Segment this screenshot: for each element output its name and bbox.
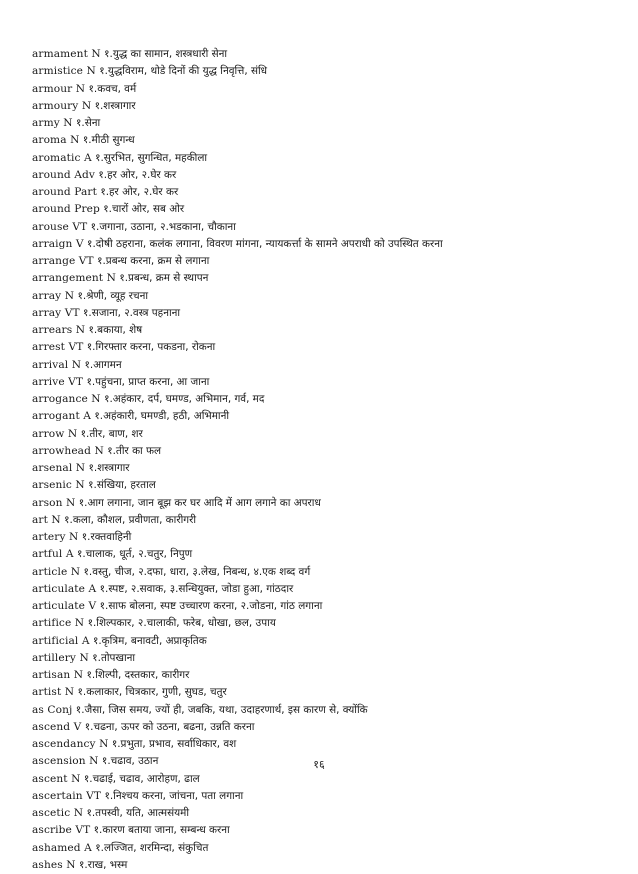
entry-definition: १.स्पष्ट, २.सवाक, ३.सन्धियुक्त, जोडा हुआ, गांठदार — [99, 582, 294, 595]
entry-definition: १.हर ओर, २.घेर कर — [100, 186, 179, 198]
dictionary-entry — [32, 322, 622, 339]
dictionary-entry — [32, 150, 622, 167]
entry-definition: १.तीर का फल — [107, 444, 162, 457]
dictionary-entry — [32, 132, 622, 149]
dictionary-entry — [32, 46, 622, 63]
entry-definition: १.कवच, वर्म — [88, 82, 137, 95]
entry-definition: १.जैसा, जिस समय, ज्यों ही, जबकि, यथा, उदाहरणार्थ, इस कारण से, क्योंकि — [75, 703, 368, 716]
dictionary-entry — [32, 615, 622, 632]
dictionary-entry — [32, 736, 622, 753]
dictionary-entry — [32, 650, 622, 667]
entry-definition: १.निश्चय करना, जांचना, पता लगाना — [104, 789, 244, 802]
entry-list — [32, 46, 622, 874]
entry-headword: ashamed A — [32, 841, 92, 854]
dictionary-entry — [32, 857, 622, 874]
entry-headword: artist N — [32, 686, 75, 699]
entry-definition: १.सेना — [76, 117, 101, 129]
dictionary-entry — [32, 822, 622, 839]
entry-headword: articulate A — [32, 582, 97, 595]
dictionary-entry — [32, 633, 622, 650]
entry-definition: १.हर ओर, २.घेर कर — [98, 168, 177, 181]
dictionary-entry — [32, 408, 622, 425]
entry-headword: armoury N — [32, 99, 92, 112]
entry-definition: १.जगाना, उठाना, २.भडकाना, चौकाना — [90, 220, 236, 233]
dictionary-entry — [32, 443, 622, 460]
dictionary-entry — [32, 184, 622, 201]
entry-headword: artery N — [32, 531, 79, 543]
entry-headword: army N — [32, 117, 73, 129]
dictionary-entry — [32, 546, 622, 563]
entry-definition: १.कलाकार, चित्रकार, गुणी, सुघड, चतुर — [77, 686, 227, 699]
entry-definition: १.तपस्वी, यति, आत्मसंयमी — [86, 807, 190, 819]
entry-definition: १.मीठी सुगन्ध — [82, 134, 135, 147]
entry-definition: १.अहंकार, दर्प, घमण्ड, अभिमान, गर्व, मद — [104, 393, 265, 405]
entry-definition: १.तीर, बाण, शर — [80, 427, 143, 440]
entry-headword: arrival N — [32, 358, 82, 371]
dictionary-entry — [32, 581, 622, 598]
entry-headword: array N — [32, 289, 75, 302]
entry-headword: arrowhead N — [32, 444, 104, 457]
entry-definition: १.चारों ओर, सब ओर — [103, 203, 185, 216]
entry-definition: १.चढना, ऊपर को उठना, बढना, उन्नति करना — [84, 720, 255, 733]
entry-headword: armament N — [32, 48, 101, 60]
entry-headword: arsenal N — [32, 462, 86, 474]
entry-definition: १.लज्जित, शरमिन्दा, संकुचित — [95, 841, 209, 854]
dictionary-entry — [32, 564, 622, 581]
entry-definition: १.शस्त्रागार — [94, 99, 136, 112]
entry-headword: artificial A — [32, 634, 90, 647]
entry-definition: १.सुरभित, सुगन्धित, महकीला — [95, 151, 208, 164]
entry-headword: ascend V — [32, 720, 82, 733]
entry-headword: aroma N — [32, 134, 80, 147]
dictionary-entry — [32, 702, 622, 719]
dictionary-entry — [32, 495, 622, 512]
dictionary-entry — [32, 253, 622, 270]
dictionary-entry — [32, 391, 622, 408]
entry-headword: array VT — [32, 306, 80, 319]
dictionary-entry — [32, 201, 622, 218]
entry-headword: artful A — [32, 548, 74, 561]
dictionary-entry — [32, 477, 622, 494]
entry-definition: १.गिरफ्तार करना, पकडना, रोकना — [86, 341, 216, 354]
entry-definition: १.प्रभुता, प्रभाव, सर्वाधिकार, वश — [111, 738, 237, 750]
dictionary-entry — [32, 115, 622, 132]
entry-definition: १.बकाया, शेष — [88, 324, 143, 336]
entry-headword: arrears N — [32, 324, 86, 336]
entry-definition: १.चालाक, धूर्त, २.चतुर, निपुण — [76, 548, 193, 561]
entry-headword: articulate V — [32, 600, 97, 612]
entry-headword: arrange VT — [32, 255, 94, 267]
entry-definition: १.संखिया, हरताल — [88, 479, 156, 492]
entry-definition: १.कारण बताया जाना, सम्बन्ध करना — [93, 824, 230, 837]
entry-definition: १.शिल्पी, दस्तकार, कारीगर — [86, 669, 190, 681]
entry-definition: १.शस्त्रागार — [88, 462, 130, 474]
entry-definition: १.रक्तवाहिनी — [81, 531, 132, 543]
entry-definition: १.श्रेणी, व्यूह रचना — [77, 289, 149, 302]
entry-definition: १.अहंकारी, घमण्डी, हठी, अभिमानी — [94, 410, 230, 423]
dictionary-entry — [32, 357, 622, 374]
entry-definition: १.तोपखाना — [92, 651, 136, 664]
entry-headword: as Conj — [32, 703, 73, 716]
dictionary-entry — [32, 684, 622, 701]
entry-definition: १.सजाना, २.वस्त्र पहनाना — [83, 306, 181, 319]
entry-headword: aromatic A — [32, 151, 92, 164]
entry-definition: १.युद्ध का सामान, शस्त्रधारी सेना — [104, 48, 228, 60]
entry-definition: १.कला, कौशल, प्रवीणता, कारीगरी — [64, 513, 197, 526]
entry-definition: १.वस्तु, चीज, २.दफा, धारा, ३.लेख, निबन्ध, ४.एक शब्द वर्ग — [83, 565, 311, 578]
dictionary-entry — [32, 426, 622, 443]
dictionary-entry — [32, 529, 622, 546]
dictionary-entry — [32, 840, 622, 857]
dictionary-entry — [32, 305, 622, 322]
dictionary-entry — [32, 598, 622, 615]
dictionary-entry — [32, 219, 622, 236]
dictionary-entry — [32, 236, 622, 253]
entry-headword: arrive VT — [32, 375, 84, 388]
dictionary-entry — [32, 98, 622, 115]
dictionary-entry — [32, 805, 622, 822]
entry-headword: around Adv — [32, 168, 95, 181]
page-number: १६ — [313, 758, 325, 771]
entry-definition: १.साफ बोलना, स्पष्ट उच्चारण करना, २.जोडना, गांठ लगाना — [99, 600, 323, 612]
entry-headword: arrogance N — [32, 393, 101, 405]
entry-headword: arouse VT — [32, 220, 88, 233]
entry-headword: around Prep — [32, 203, 100, 216]
dictionary-entry — [32, 81, 622, 98]
entry-definition: १.दोषी ठहराना, कलंक लगाना, विवरण मांगना, न्यायकर्त्ता के सामने अपराधी को उपस्थित करना — [87, 237, 443, 250]
entry-headword: armistice N — [32, 65, 96, 78]
entry-headword: ascension N — [32, 755, 99, 768]
dictionary-entry — [32, 63, 622, 80]
entry-headword: arrogant A — [32, 410, 92, 423]
dictionary-entry — [32, 460, 622, 477]
dictionary-entry — [32, 512, 622, 529]
dictionary-entry — [32, 771, 622, 788]
dictionary-entry — [32, 788, 622, 805]
entry-headword: ascent N — [32, 772, 81, 785]
entry-definition: १.राख, भस्म — [79, 858, 128, 871]
entry-definition: १.शिल्पकार, २.चालाकी, फरेब, धोखा, छल, उपाय — [87, 617, 276, 630]
dictionary-entry — [32, 667, 622, 684]
entry-headword: article N — [32, 565, 81, 578]
entry-definition: १.आगमन — [84, 358, 122, 371]
entry-definition: १.प्रबन्ध करना, क्रम से लगाना — [97, 255, 210, 267]
entry-definition: १.चढाई, चढाव, आरोहण, ढाल — [83, 772, 200, 785]
entry-definition: १.आग लगाना, जान बूझ कर घर आदि में आग लगाने का अपराध — [78, 496, 321, 509]
entry-headword: arrow N — [32, 427, 78, 440]
entry-headword: armour N — [32, 82, 86, 95]
entry-definition: १.पहुंचना, प्राप्त करना, आ जाना — [86, 375, 210, 388]
entry-headword: artillery N — [32, 651, 89, 664]
entry-headword: ascetic N — [32, 807, 84, 819]
dictionary-entry — [32, 167, 622, 184]
entry-headword: arsenic N — [32, 479, 85, 492]
dictionary-entry — [32, 719, 622, 736]
dictionary-entry — [32, 339, 622, 356]
entry-headword: arson N — [32, 496, 76, 509]
entry-headword: art N — [32, 513, 61, 526]
entry-definition: १.कृत्रिम, बनावटी, अप्राकृतिक — [92, 634, 207, 647]
entry-headword: ascertain VT — [32, 789, 102, 802]
entry-definition: १.युद्धविराम, थोडे दिनों की युद्ध निवृत्ति, संधि — [99, 65, 268, 78]
entry-headword: around Part — [32, 186, 97, 198]
entry-headword: arrest VT — [32, 341, 84, 354]
dictionary-entry — [32, 288, 622, 305]
entry-definition: १.प्रबन्ध, क्रम से स्थापन — [119, 272, 209, 285]
dictionary-entry — [32, 270, 622, 287]
entry-headword: ascendancy N — [32, 738, 109, 750]
entry-headword: ascribe VT — [32, 824, 91, 837]
entry-headword: ashes N — [32, 858, 76, 871]
entry-headword: artifice N — [32, 617, 85, 630]
entry-headword: artisan N — [32, 669, 84, 681]
entry-headword: arraign V — [32, 237, 84, 250]
entry-definition: १.चढाव, उठान — [101, 755, 159, 768]
entry-headword: arrangement N — [32, 272, 116, 285]
dictionary-entry — [32, 374, 622, 391]
